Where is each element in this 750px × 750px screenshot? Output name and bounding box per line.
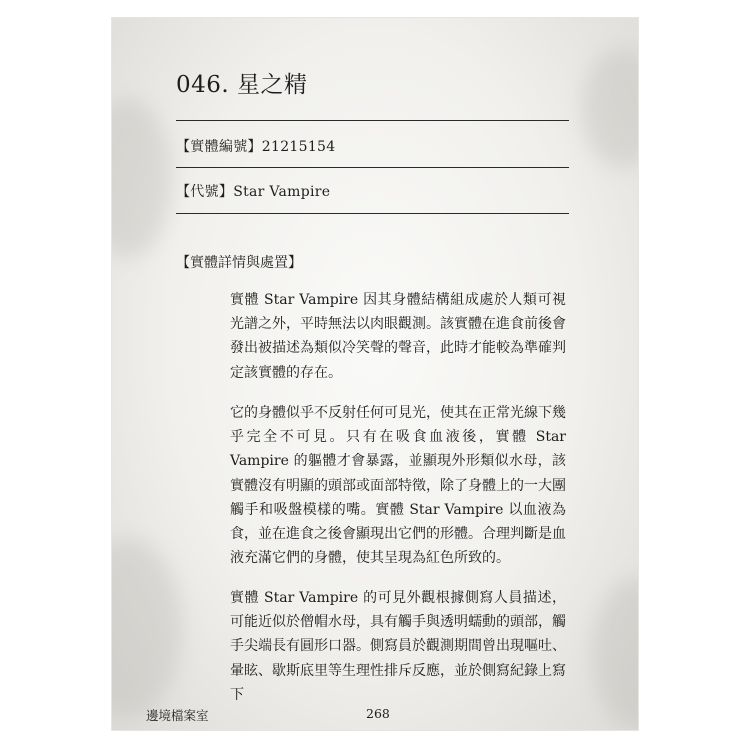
divider-line: [176, 213, 569, 214]
paper-stain: [112, 538, 182, 718]
paper-stain: [582, 48, 638, 168]
paper-stain: [112, 98, 172, 258]
divider-line: [176, 120, 569, 121]
entry-title: 046. 星之精: [176, 72, 308, 98]
footer-page-number: 268: [366, 706, 390, 721]
paragraph-2: 它的身體似乎不反射任何可見光，使其在正常光線下幾乎完全不可見。只有在吸食血液後，實體 Star Vampire 的軀體才會暴露，並顯現外形類似水母，該實體沒有明顯的頭部或面部特徵，除了身體上的一大團觸手和吸盤模樣的嘴。實體 Star Vampire 以血液為食，並在進食之後會顯現出它們的形體。合理判斷是血液充滿它們的身體，使其呈現為紅色所致的。: [230, 405, 566, 567]
codename-field: 【代號】Star Vampire: [176, 184, 331, 200]
divider-line: [176, 167, 569, 168]
book-page: [112, 18, 638, 730]
paragraph-3: 實體 Star Vampire 的可見外觀根據側寫人員描述，可能近似於僧帽水母，具有觸手與透明蠕動的頭部，觸手尖端長有圓形口器。側寫員於觀測期間曾出現嘔吐、暈眩、歇斯底里等生理性排斥反應，並於側寫紀錄上寫下: [230, 590, 566, 703]
footer-book-title: 邊境檔案室: [146, 708, 209, 723]
section-heading: 【實體詳情與處置】: [176, 255, 302, 271]
paper-stain: [592, 578, 638, 728]
paragraph-1: 實體 Star Vampire 因其身體結構組成處於人類可視光譜之外，平時無法以肉眼觀測。該實體在進食前後會發出被描述為類似冷笑聲的聲音，此時才能較為準確判定該實體的存在。: [230, 292, 566, 381]
entity-number-field: 【實體編號】21215154: [176, 139, 336, 155]
